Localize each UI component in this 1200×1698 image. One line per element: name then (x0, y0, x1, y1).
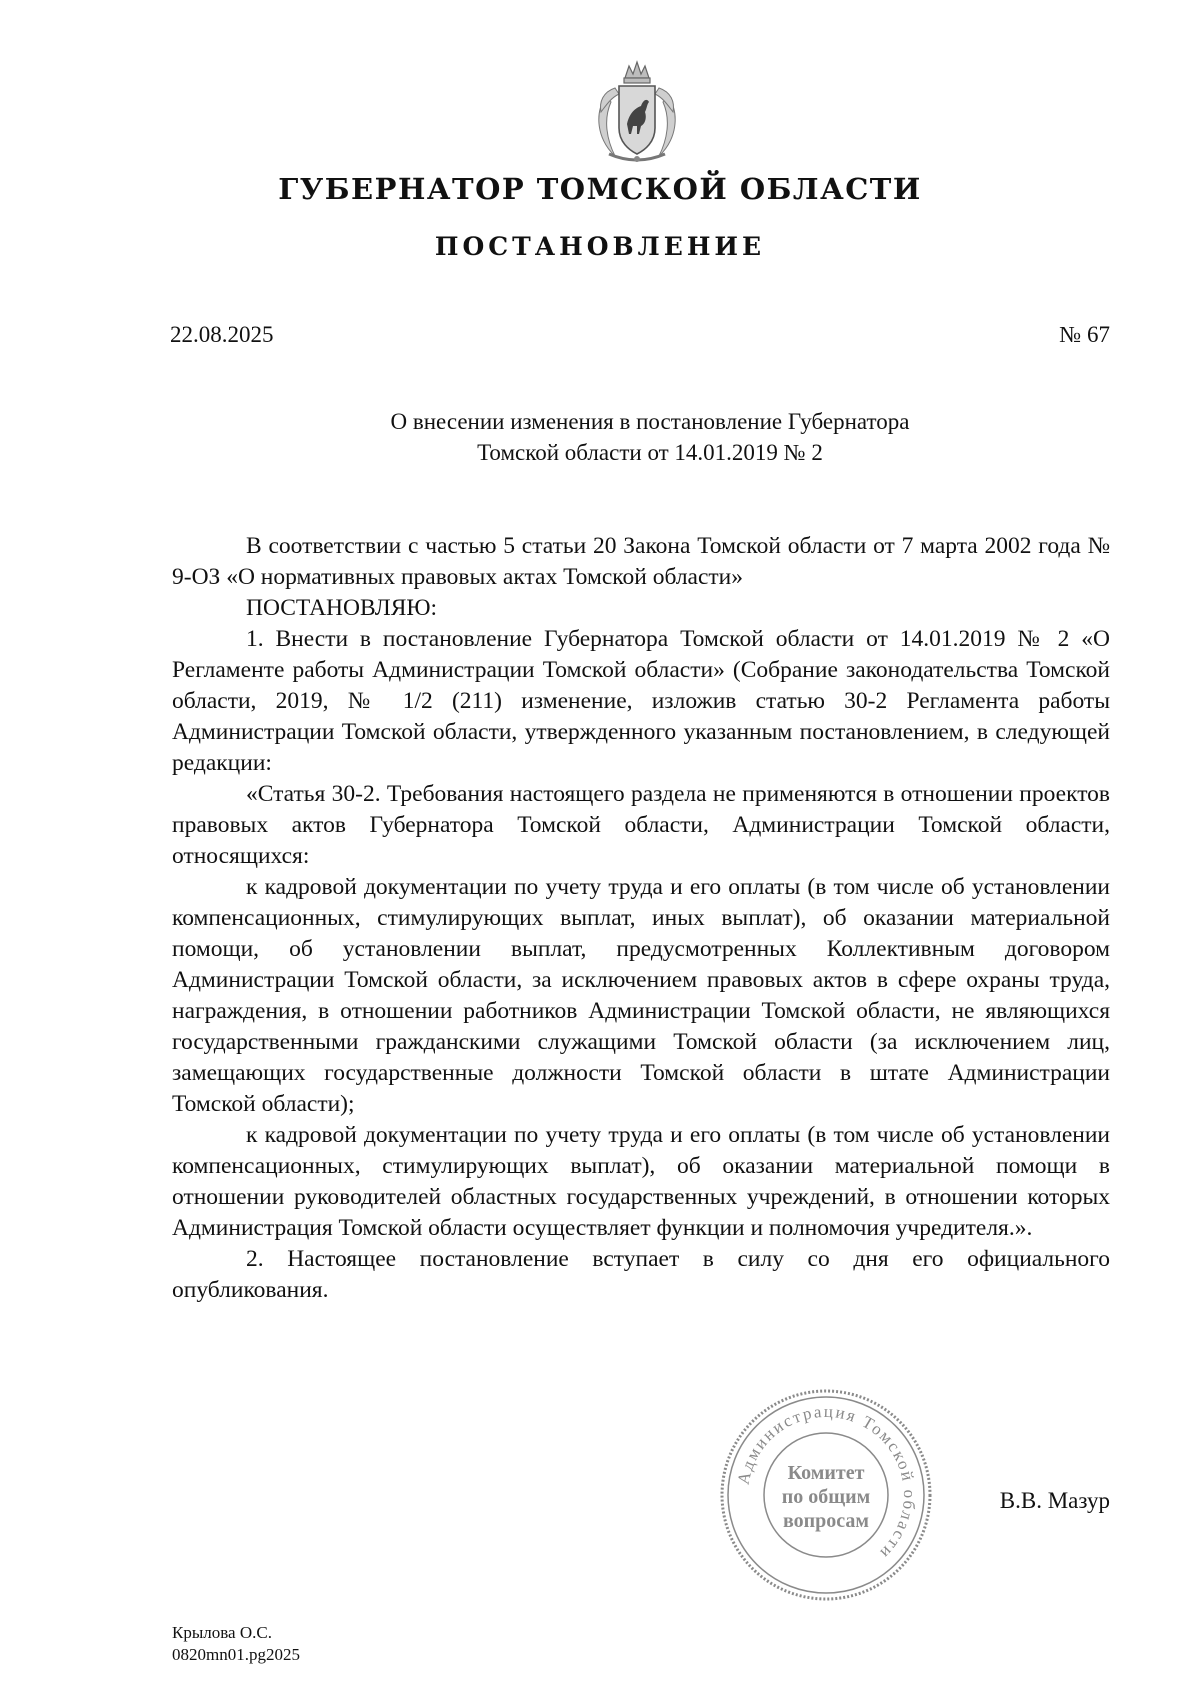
signer-name: В.В. Мазур (999, 1488, 1110, 1513)
document-date: 22.08.2025 (170, 322, 274, 347)
document-footer (172, 1622, 300, 1666)
stamp-center-line-2: по общим (781, 1486, 871, 1508)
article-30-2-paragraph: «Статья 30-2. Требования настоящего раздела не применяются в отношении проектов правовых актов Губернатора Томской области, Администрации Томской области, относящихся: (172, 781, 1110, 869)
stamp-center-line-1: Комитет (787, 1462, 865, 1484)
document-body (172, 531, 1110, 1306)
document-number: № 67 (1059, 322, 1110, 347)
document-code: 0820mn01.pg2025 (172, 1645, 300, 1664)
article-clause-2-paragraph: к кадровой документации по учету труда и его оплаты (в том числе об установлении компенсационных, стимулирующих выплат), об оказании материальной помощи в отношении руководителей областных государственных учреждений, в отношении которых Администрация Томской области осуществляет функции и полномочия учредителя.». (172, 1122, 1110, 1241)
subject-line-2: Томской области от 14.01.2019 № 2 (477, 440, 823, 465)
stamp-center-line-3: вопросам (782, 1510, 870, 1532)
preamble-paragraph: В соответствии с частью 5 статьи 20 Закона Томской области от 7 марта 2002 года № 9-ОЗ «О нормативных правовых актах Томской области» (172, 533, 1110, 590)
document-subject (300, 406, 1000, 468)
document-type: ПОСТАНОВЛЕНИЕ (434, 232, 766, 261)
executor-name: Крылова О.С. (172, 1623, 272, 1642)
item-2-paragraph: 2. Настоящее постановление вступает в силу со дня его официального опубликования. (172, 1246, 1110, 1303)
stamp-ring-text: Администрация Томской области (733, 1401, 920, 1564)
issuer-title: ГУБЕРНАТОР ТОМСКОЙ ОБЛАСТИ (278, 172, 922, 206)
item-1-paragraph: 1. Внести в постановление Губернатора Томской области от 14.01.2019 № 2 «О Регламенте работы Администрации Томской области» (Собрание законодательства Томской области, 2019, № 1/2 (211) изменение, изложив статью 30-2 Регламента работы Администрации Томской области, утвержденного указанным постановлением, в следующей редакции: (172, 626, 1110, 776)
coat-of-arms-icon (585, 58, 689, 168)
subject-line-1: О внесении изменения в постановление Губернатора (390, 409, 910, 434)
article-clause-1-paragraph: к кадровой документации по учету труда и его оплаты (в том числе об установлении компенсационных, стимулирующих выплат, иных выплат), об оказании материальной помощи, об установлении выплат, предусмотренных Коллективным договором Администрации Томской области, за исключением правовых актов в сфере охраны труда, награждения, в отношении работников Администрации Томской области, не являющихся государственными гражданскими служащими Томской области (за исключением лиц, замещающих государственные должности Томской области в штате Администрации Томской области); (172, 874, 1110, 1117)
official-stamp (716, 1385, 936, 1605)
resolve-heading: ПОСТАНОВЛЯЮ: (246, 595, 438, 621)
